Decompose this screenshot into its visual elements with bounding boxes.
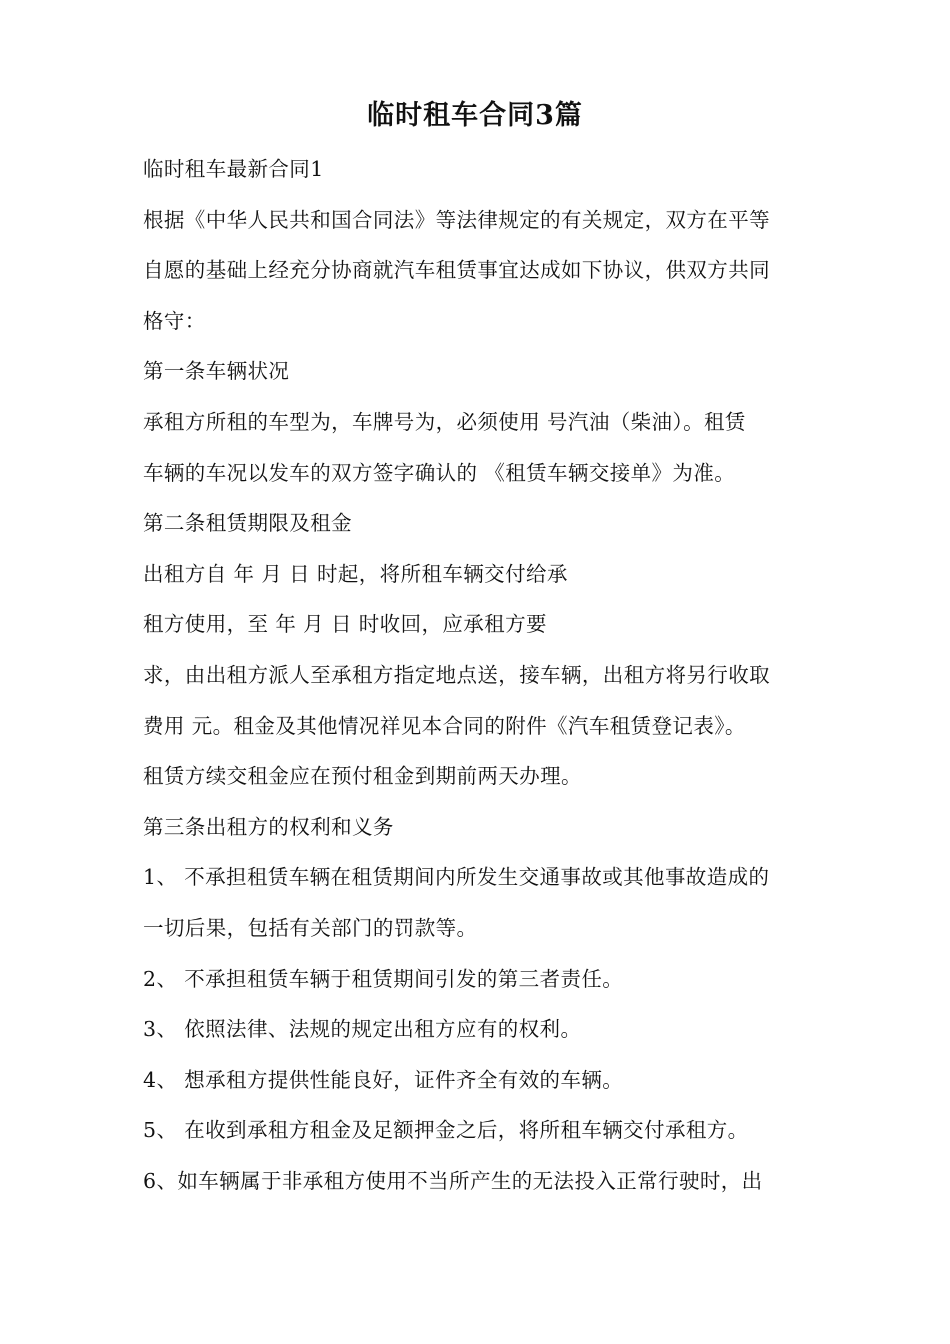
body-line: 租方使用，至 年 月 日 时收回，应承租方要 <box>143 612 547 637</box>
body-line: 费用 元。租金及其他情况祥见本合同的附件《汽车租赁登记表》。 <box>143 713 746 738</box>
body-line: 一切后果，包括有关部门的罚款等。 <box>143 915 478 940</box>
list-item: 2、 不承担租赁车辆于租赁期间引发的第三者责任。 <box>143 966 624 991</box>
list-item: 1、 不承担租赁车辆在租赁期间内所发生交通事故或其他事故造成的 <box>143 865 770 890</box>
list-item: 4、 想承租方提供性能良好，证件齐全有效的车辆。 <box>143 1067 624 1092</box>
body-line: 承租方所租的车型为，车牌号为，必须使用 号汽油（柴油）。租赁 <box>143 409 746 434</box>
body-line: 车辆的车况以发车的双方签字确认的 《租赁车辆交接单》为准。 <box>143 460 736 485</box>
body-line: 根据《中华人民共和国合同法》等法律规定的有关规定，双方在平等 <box>143 207 770 232</box>
body-line: 自愿的基础上经充分协商就汽车租赁事宜达成如下协议，供双方共同 <box>143 258 770 283</box>
section-heading: 第三条出租方的权利和义务 <box>143 814 394 839</box>
list-item: 5、 在收到承租方租金及足额押金之后，将所租车辆交付承租方。 <box>143 1118 749 1143</box>
list-item: 3、 依照法律、法规的规定出租方应有的权利。 <box>143 1017 582 1042</box>
section-heading: 第一条车辆状况 <box>143 359 290 384</box>
section-heading: 第二条租赁期限及租金 <box>143 511 352 536</box>
document-body <box>143 144 833 1206</box>
body-line: 租赁方续交租金应在预付租金到期前两天办理。 <box>143 764 582 789</box>
body-line: 出租方自 年 月 日 时起，将所租车辆交付给承 <box>143 561 568 586</box>
body-line: 格守： <box>143 308 206 333</box>
list-item: 6、如车辆属于非承租方使用不当所产生的无法投入正常行驶时，出 <box>143 1168 763 1193</box>
body-line: 求，由出租方派人至承租方指定地点送，接车辆，出租方将另行收取 <box>143 662 770 687</box>
body-line: 临时租车最新合同1 <box>143 157 324 181</box>
document-title: 临时租车合同3篇 <box>367 100 583 131</box>
